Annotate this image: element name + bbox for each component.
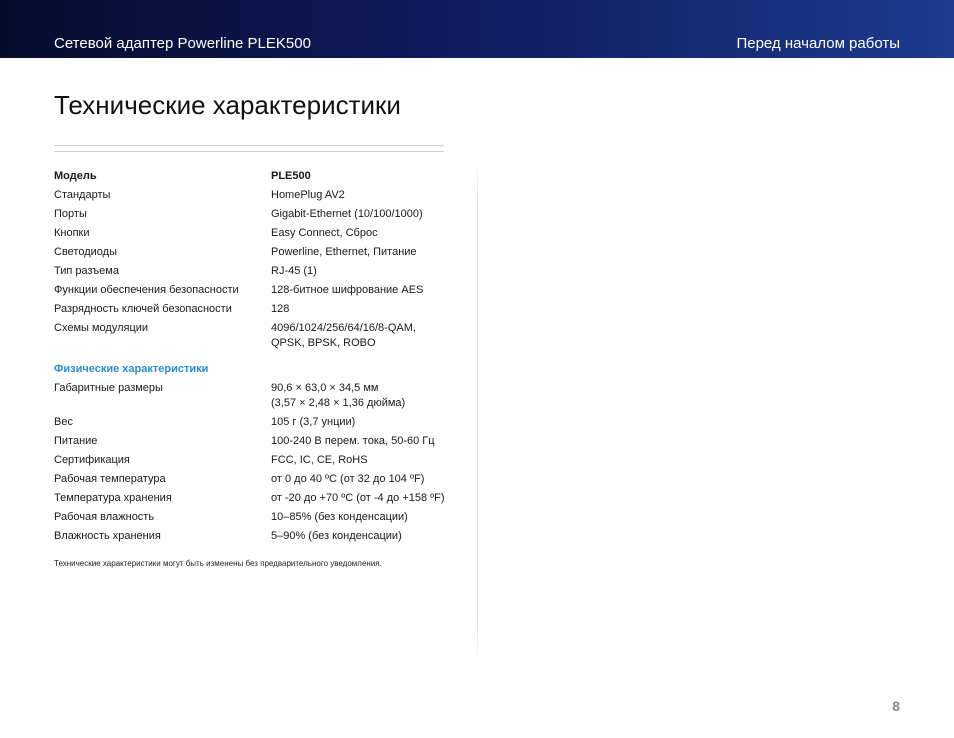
spec-row (54, 470, 454, 489)
spec-label: Порты (54, 208, 87, 220)
spec-value (271, 321, 454, 351)
spec-value: от -20 до +70 ºC (от -4 до +158 ºF) (271, 492, 445, 504)
spec-value: 100-240 В перем. тока, 50-60 Гц (271, 435, 435, 447)
spec-row (54, 186, 454, 205)
spec-row (54, 413, 454, 432)
spec-row (54, 243, 454, 262)
spec-label: Питание (54, 435, 98, 447)
spec-label: Функции обеспечения безопасности (54, 284, 239, 296)
spec-label: Сертификация (54, 454, 130, 466)
spec-value: от 0 до 40 ºC (от 32 до 104 ºF) (271, 473, 425, 485)
page-title: Технические характеристики (54, 90, 401, 120)
spec-row (54, 432, 454, 451)
spec-value: HomePlug AV2 (271, 189, 345, 201)
spec-value: Gigabit-Ethernet (10/100/1000) (271, 208, 423, 220)
spec-value (271, 381, 454, 411)
spec-label: Стандарты (54, 189, 111, 201)
spec-row (54, 224, 454, 243)
spec-value: FCC, IC, CE, RoHS (271, 454, 368, 466)
physical-section-heading: Физические характеристики (54, 363, 209, 375)
spec-value-line: (3,57 × 2,48 × 1,36 дюйма) (271, 397, 406, 409)
spec-row (54, 319, 454, 353)
spec-value-line: QPSK, BPSK, ROBO (271, 337, 376, 349)
spec-row (54, 205, 454, 224)
spec-row (54, 451, 454, 470)
spec-label: Схемы модуляции (54, 322, 149, 334)
spec-label: Рабочая влажность (54, 511, 155, 523)
spec-label: Вес (54, 416, 73, 428)
spec-label: Кнопки (54, 227, 90, 239)
spec-label: Температура хранения (54, 492, 172, 504)
spec-label: Тип разъема (54, 265, 119, 277)
page-number: 8 (892, 698, 900, 714)
spec-row (54, 300, 454, 319)
spec-row (54, 281, 454, 300)
spec-value: 10–85% (без конденсации) (271, 511, 408, 523)
spec-table (54, 167, 454, 546)
title-divider (54, 145, 444, 152)
spec-row-model (54, 167, 454, 186)
spec-value: 5–90% (без конденсации) (271, 530, 402, 542)
spec-value-line: 4096/1024/256/64/16/8-QAM, (271, 322, 416, 334)
spec-value: Easy Connect, Сброс (271, 227, 378, 239)
spec-value: Powerline, Ethernet, Питание (271, 246, 417, 258)
spec-value: 128-битное шифрование AES (271, 284, 424, 296)
spec-value-line: 90,6 × 63,0 × 34,5 мм (271, 382, 379, 394)
spec-label: Влажность хранения (54, 530, 161, 542)
spec-row (54, 508, 454, 527)
spec-value: RJ-45 (1) (271, 265, 317, 277)
spec-value: 105 г (3,7 унции) (271, 416, 356, 428)
spec-row (54, 379, 454, 413)
spec-row (54, 489, 454, 508)
spec-label: Светодиоды (54, 246, 117, 258)
spec-label: Рабочая температура (54, 473, 166, 485)
disclaimer-note: Технические характеристики могут быть изменены без предварительного уведомления. (54, 559, 382, 568)
spec-row (54, 262, 454, 281)
spec-label: Разрядность ключей безопасности (54, 303, 232, 315)
spec-row (54, 527, 454, 546)
page-header (0, 0, 954, 58)
spec-label: Габаритные размеры (54, 382, 163, 394)
spec-value: PLE500 (271, 170, 311, 182)
spec-label: Модель (54, 170, 97, 182)
column-divider (477, 160, 478, 665)
spec-value: 128 (271, 303, 290, 315)
section-title: Перед началом работы (736, 35, 900, 52)
document-title: Сетевой адаптер Powerline PLEK500 (54, 35, 311, 52)
